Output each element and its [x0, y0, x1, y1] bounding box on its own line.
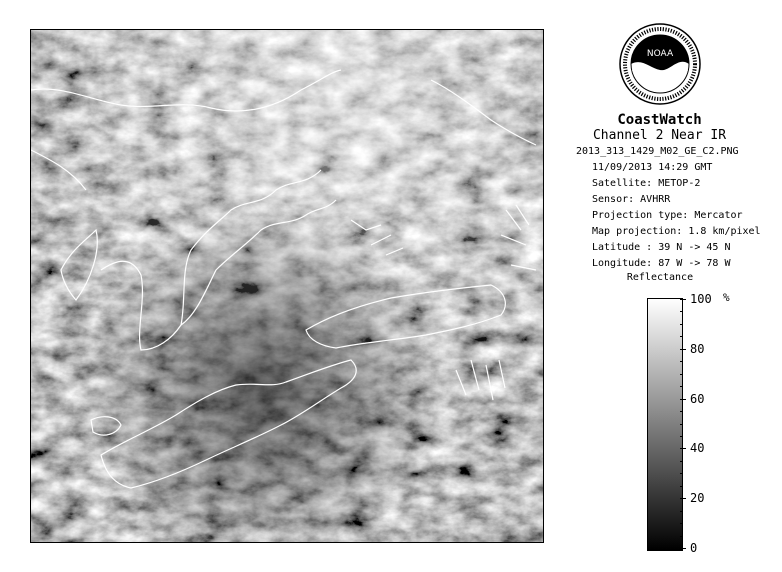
satellite-image-graphic — [31, 30, 543, 542]
colorbar-minor-tick — [680, 324, 683, 325]
colorbar-minor-tick — [680, 424, 683, 425]
sensor-text: Sensor: AVHRR — [592, 194, 671, 205]
colorbar-minor-tick — [680, 374, 683, 375]
colorbar-tick — [680, 548, 686, 549]
colorbar-minor-tick — [680, 311, 683, 312]
colorbar-minor-tick — [680, 511, 683, 512]
colorbar-minor-tick — [680, 473, 683, 474]
colorbar-minor-tick — [680, 361, 683, 362]
latitude-text: Latitude : 39 N -> 45 N — [592, 242, 731, 253]
colorbar-minor-tick — [680, 536, 683, 537]
logo-text: NOAA — [646, 49, 674, 59]
datetime-text: 11/09/2013 14:29 GMT — [592, 162, 713, 173]
map-projection-text: Map projection: 1.8 km/pixel — [592, 226, 761, 237]
channel-subtitle: Channel 2 Near IR — [592, 128, 727, 143]
noaa-logo-icon — [618, 22, 702, 106]
colorbar-minor-tick — [680, 411, 683, 412]
colorbar-tick-label: 60 — [690, 391, 705, 406]
colorbar-tick — [680, 399, 686, 400]
satellite-text: Satellite: METOP-2 — [592, 178, 701, 189]
colorbar-tick — [680, 498, 686, 499]
colorbar-tick — [680, 448, 686, 449]
colorbar-minor-tick — [680, 386, 683, 387]
longitude-text: Longitude: 87 W -> 78 W — [592, 258, 731, 269]
colorbar-tick-label: 40 — [690, 441, 705, 456]
colorbar-minor-tick — [680, 486, 683, 487]
colorbar-tick-label: 80 — [690, 341, 705, 356]
colorbar-tick-label: 0 — [690, 541, 698, 555]
colorbar-unit: % — [723, 291, 730, 304]
colorbar-tick-label: 100 — [690, 292, 712, 306]
colorbar-label: Reflectance — [626, 272, 694, 283]
colorbar-minor-tick — [680, 436, 683, 437]
satellite-image — [30, 29, 544, 543]
colorbar-minor-tick — [680, 461, 683, 462]
colorbar-minor-tick — [680, 336, 683, 337]
projection-type-text: Projection type: Mercator — [592, 210, 743, 221]
colorbar-tick-label: 20 — [690, 491, 705, 506]
colorbar-tick — [680, 349, 686, 350]
colorbar — [647, 298, 683, 551]
colorbar-tick — [680, 299, 686, 300]
app-title: CoastWatch — [617, 112, 702, 128]
colorbar-minor-tick — [680, 523, 683, 524]
filename-text: 2013_313_1429_M02_GE_C2.PNG — [576, 146, 739, 157]
